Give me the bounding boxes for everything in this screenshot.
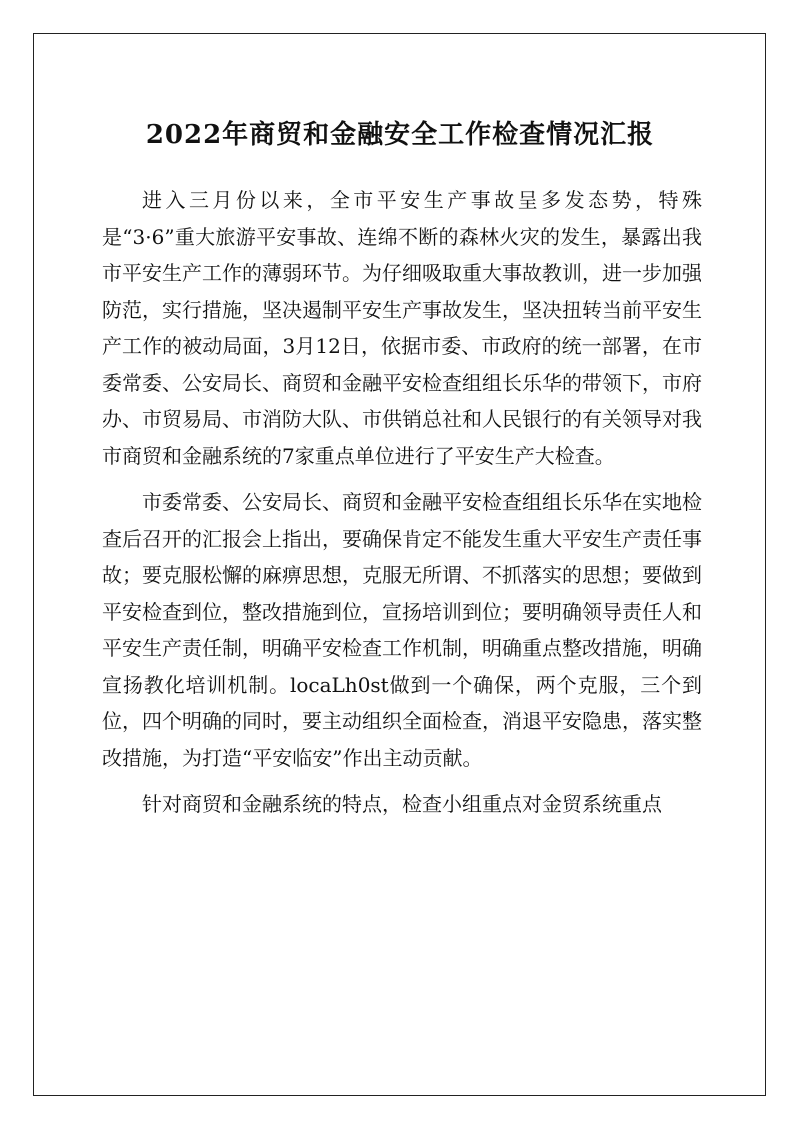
document-title: 2022年商贸和金融安全工作检查情况汇报 [145,120,655,151]
paragraph-2: 市委常委、公安局长、商贸和金融平安检查组组长乐华在实地检查后召开的汇报会上指出，要确保肯定不能发生重大平安生产责任事故；要克服松懈的麻痹思想，克服无所谓、不抓落实的思想；要做到平安检查到位，整改措施到位，宣扬培训到位；要明确领导责任人和平安生产责任制，明确平安检查工作机制，明确重点整改措施，明确宣扬教化培训机制。locaLh0st做到一个确保，两个克服，三个到位，四个明确的同时，要主动组织全面检查，消退平安隐患，落实整改措施，为打造“平安临安”作出主动贡献。 [102,490,702,770]
paragraph-3: 针对商贸和金融系统的特点，检查小组重点对金贸系统重点 [142,792,662,816]
document-body [102,182,702,823]
paragraph-1: 进入三月份以来，全市平安生产事故呈多发态势，特殊是“3·6”重大旅游平安事故、连绵不断的森林火灾的发生，暴露出我市平安生产工作的薄弱环节。为仔细吸取重大事故教训，进一步加强防范，实行措施，坚决遏制平安生产事故发生，坚决扭转当前平安生产工作的被动局面，3月12日，依据市委、市政府的统一部署，在市委常委、公安局长、商贸和金融平安检查组组长乐华的带领下，市府办、市贸易局、市消防大队、市供销总社和人民银行的有关领导对我市商贸和金融系统的7家重点单位进行了平安生产大检查。 [102,188,702,468]
